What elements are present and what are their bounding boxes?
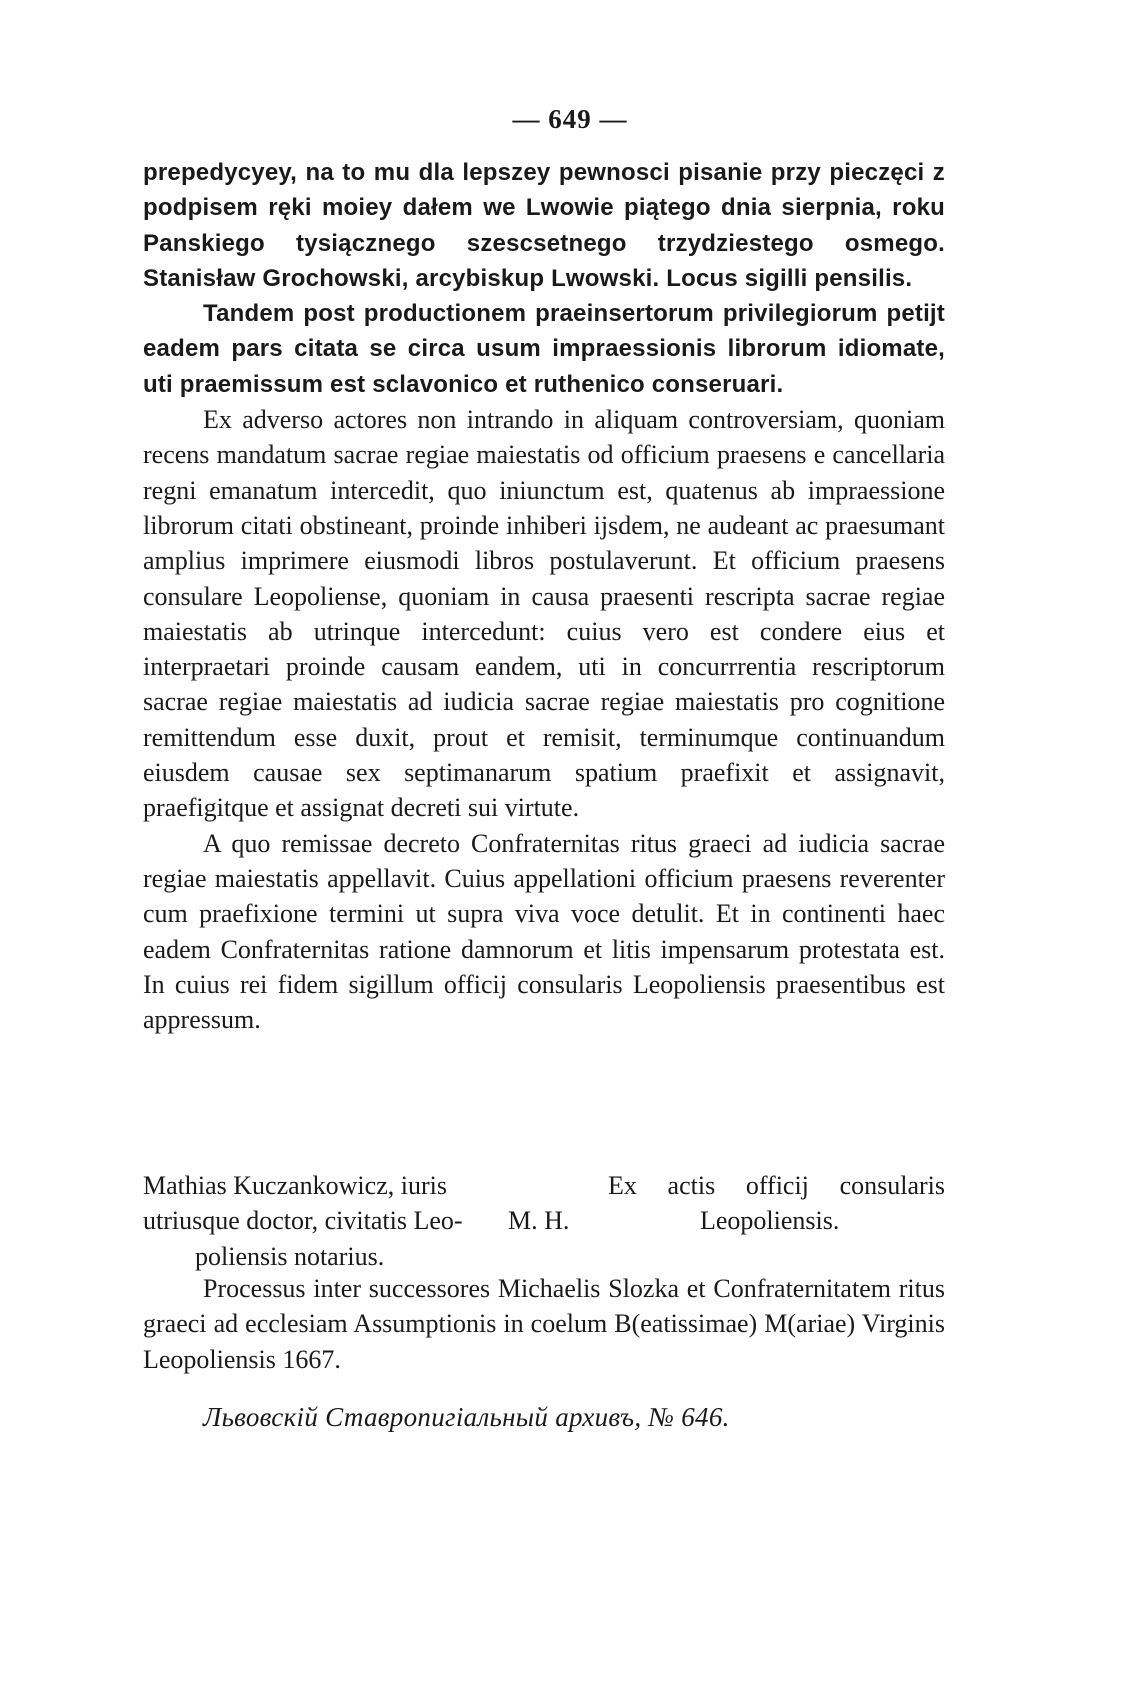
page-number: — 649 — [512,104,628,134]
paragraph-tandem: Tandem post productionem praeinsertorum privilegiorum petijt eadem pars citata se circa usum impraessionis librorum idiomate, uti praemissum est sclavonico et ruthenico conseruari. [143,300,945,398]
signature-block [143,1168,945,1288]
paragraph-ex-adverso: Ex adverso actores non intrando in aliquam controversiam, quoniam recens mandatum sacrae regiae maiestatis od officium praesens e cancellaria regni emanatum intercedit, quo iniunctum est, quatenus ab impraessione librorum citati obstineant, proinde inhiberi ijsdem, ne audeant ac praesumant amplius imprimere eiusmodi libros postulaverunt. Et officium praesens consulare Leopoliense, quoniam in causa praesenti rescripta sacrae regiae maiestatis ab utrinque intercedunt: cuius vero est condere eius et interpraetari proinde causam eandem, uti in concurrrentia rescriptorum sacrae regiae maiestatis ad iudicia sacrae regiae maiestatis pro cognitione remittendum esse duxit, prout et remisit, terminumque continuandum eiusdem causae sex septimanarum spatium praefixit et assignavit, praefigitque et assignat decreti sui virtute. [143,405,945,823]
paragraph-polish-closing: prepedycyey, na to mu dla lepszey pewnosci pisanie przy pieczęci z podpisem ręki moiey dałem we Lwowie piątego dnia sierpnia, roku Panskiego tysiącznego szescsetnego trzydziestego osmego. Stanisław Grochowski, arcybiskup Lwowski. Locus sigilli pensilis. [143,159,945,292]
upper-text-block [143,155,945,1037]
notary-line-1: Mathias Kuczankowicz, iuris [143,1171,447,1200]
notary-line-3: poliensis notarius. [195,1241,385,1271]
notary-line-2: utriusque doctor, civitatis Leo- [143,1206,463,1236]
acts-source [608,1168,945,1239]
lower-text-block [143,1271,945,1377]
archive-reference: Львовскій Ставропигіальный архивъ, № 646. [203,1402,730,1432]
acts-source-line-1: Ex actis officij consularis [608,1171,945,1200]
notary-signature [143,1168,523,1274]
paragraph-processus-heading: Processus inter successores Michaelis Slozka et Confraternitatem ritus graeci ad ecclesiam Assumptionis in coelum B(eatissimae) M(ariae) Virginis Leopoliensis 1667. [143,1274,945,1374]
seal-initials: M. H. [508,1206,570,1236]
acts-source-line-2: Leopoliensis. [700,1206,840,1236]
paragraph-a-quo: A quo remissae decreto Confraternitas ritus graeci ad iudicia sacrae regiae maiestatis appellavit. Cuius appellationi officium praesens reverenter cum praefixione termini ut supra viva voce detulit. Et in continenti haec eadem Confraternitas ratione damnorum et litis impensarum protestata est. In cuius rei fidem sigillum officij consularis Leopoliensis praesentibus est appressum. [143,828,945,1035]
